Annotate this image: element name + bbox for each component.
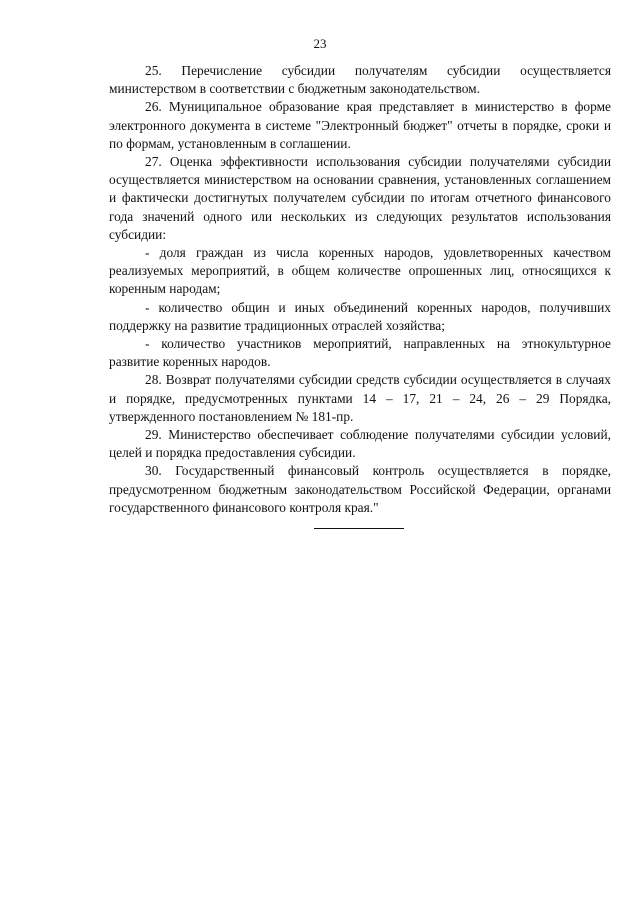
list-item-share-of-citizens: - доля граждан из числа коренных народов, удовлетворенных качеством реализуемых мероприятий, в общем количестве опрошенных лиц, относящихся к коренным народам; (109, 245, 611, 297)
paragraph-26: 26. Муниципальное образование края представляет в министерство в форме электронного документа в системе "Электронный бюджет" отчеты в порядке, сроки и по формам, установленным в соглашении. (109, 99, 611, 151)
list-item-number-of-communities: - количество общин и иных объединений коренных народов, получивших поддержку на развитие традиционных отраслей хозяйства; (109, 299, 611, 333)
document-body (109, 62, 611, 517)
paragraph-27: 27. Оценка эффективности использования субсидии получателями субсидии осуществляется министерством на основании сравнения, установленных соглашением и фактически достигнутых получателем субсидии по итогам отчетного финансового года значений одного или нескольких из следующих результатов использования субсидии: (109, 154, 611, 242)
list-item-number-of-participants: - количество участников мероприятий, направленных на этнокультурное развитие коренных народов. (109, 336, 611, 370)
paragraph-29: 29. Министерство обеспечивает соблюдение получателями субсидии условий, целей и порядка предоставления субсидии. (109, 427, 611, 461)
page-number: 23 (313, 36, 327, 51)
paragraph-30: 30. Государственный финансовый контроль осуществляется в порядке, предусмотренном бюджетным законодательством Российской Федерации, органами государственного финансового контроля края." (109, 463, 611, 515)
paragraph-28: 28. Возврат получателями субсидии средств субсидии осуществляется в случаях и порядке, предусмотренных пунктами 14 – 17, 21 – 24, 26 – 29 Порядка, утвержденного постановлением № 181-пр. (109, 372, 611, 424)
paragraph-25: 25. Перечисление субсидии получателям субсидии осуществляется министерством в соответствии с бюджетным законодательством. (109, 63, 611, 97)
end-separator-line (314, 528, 404, 529)
